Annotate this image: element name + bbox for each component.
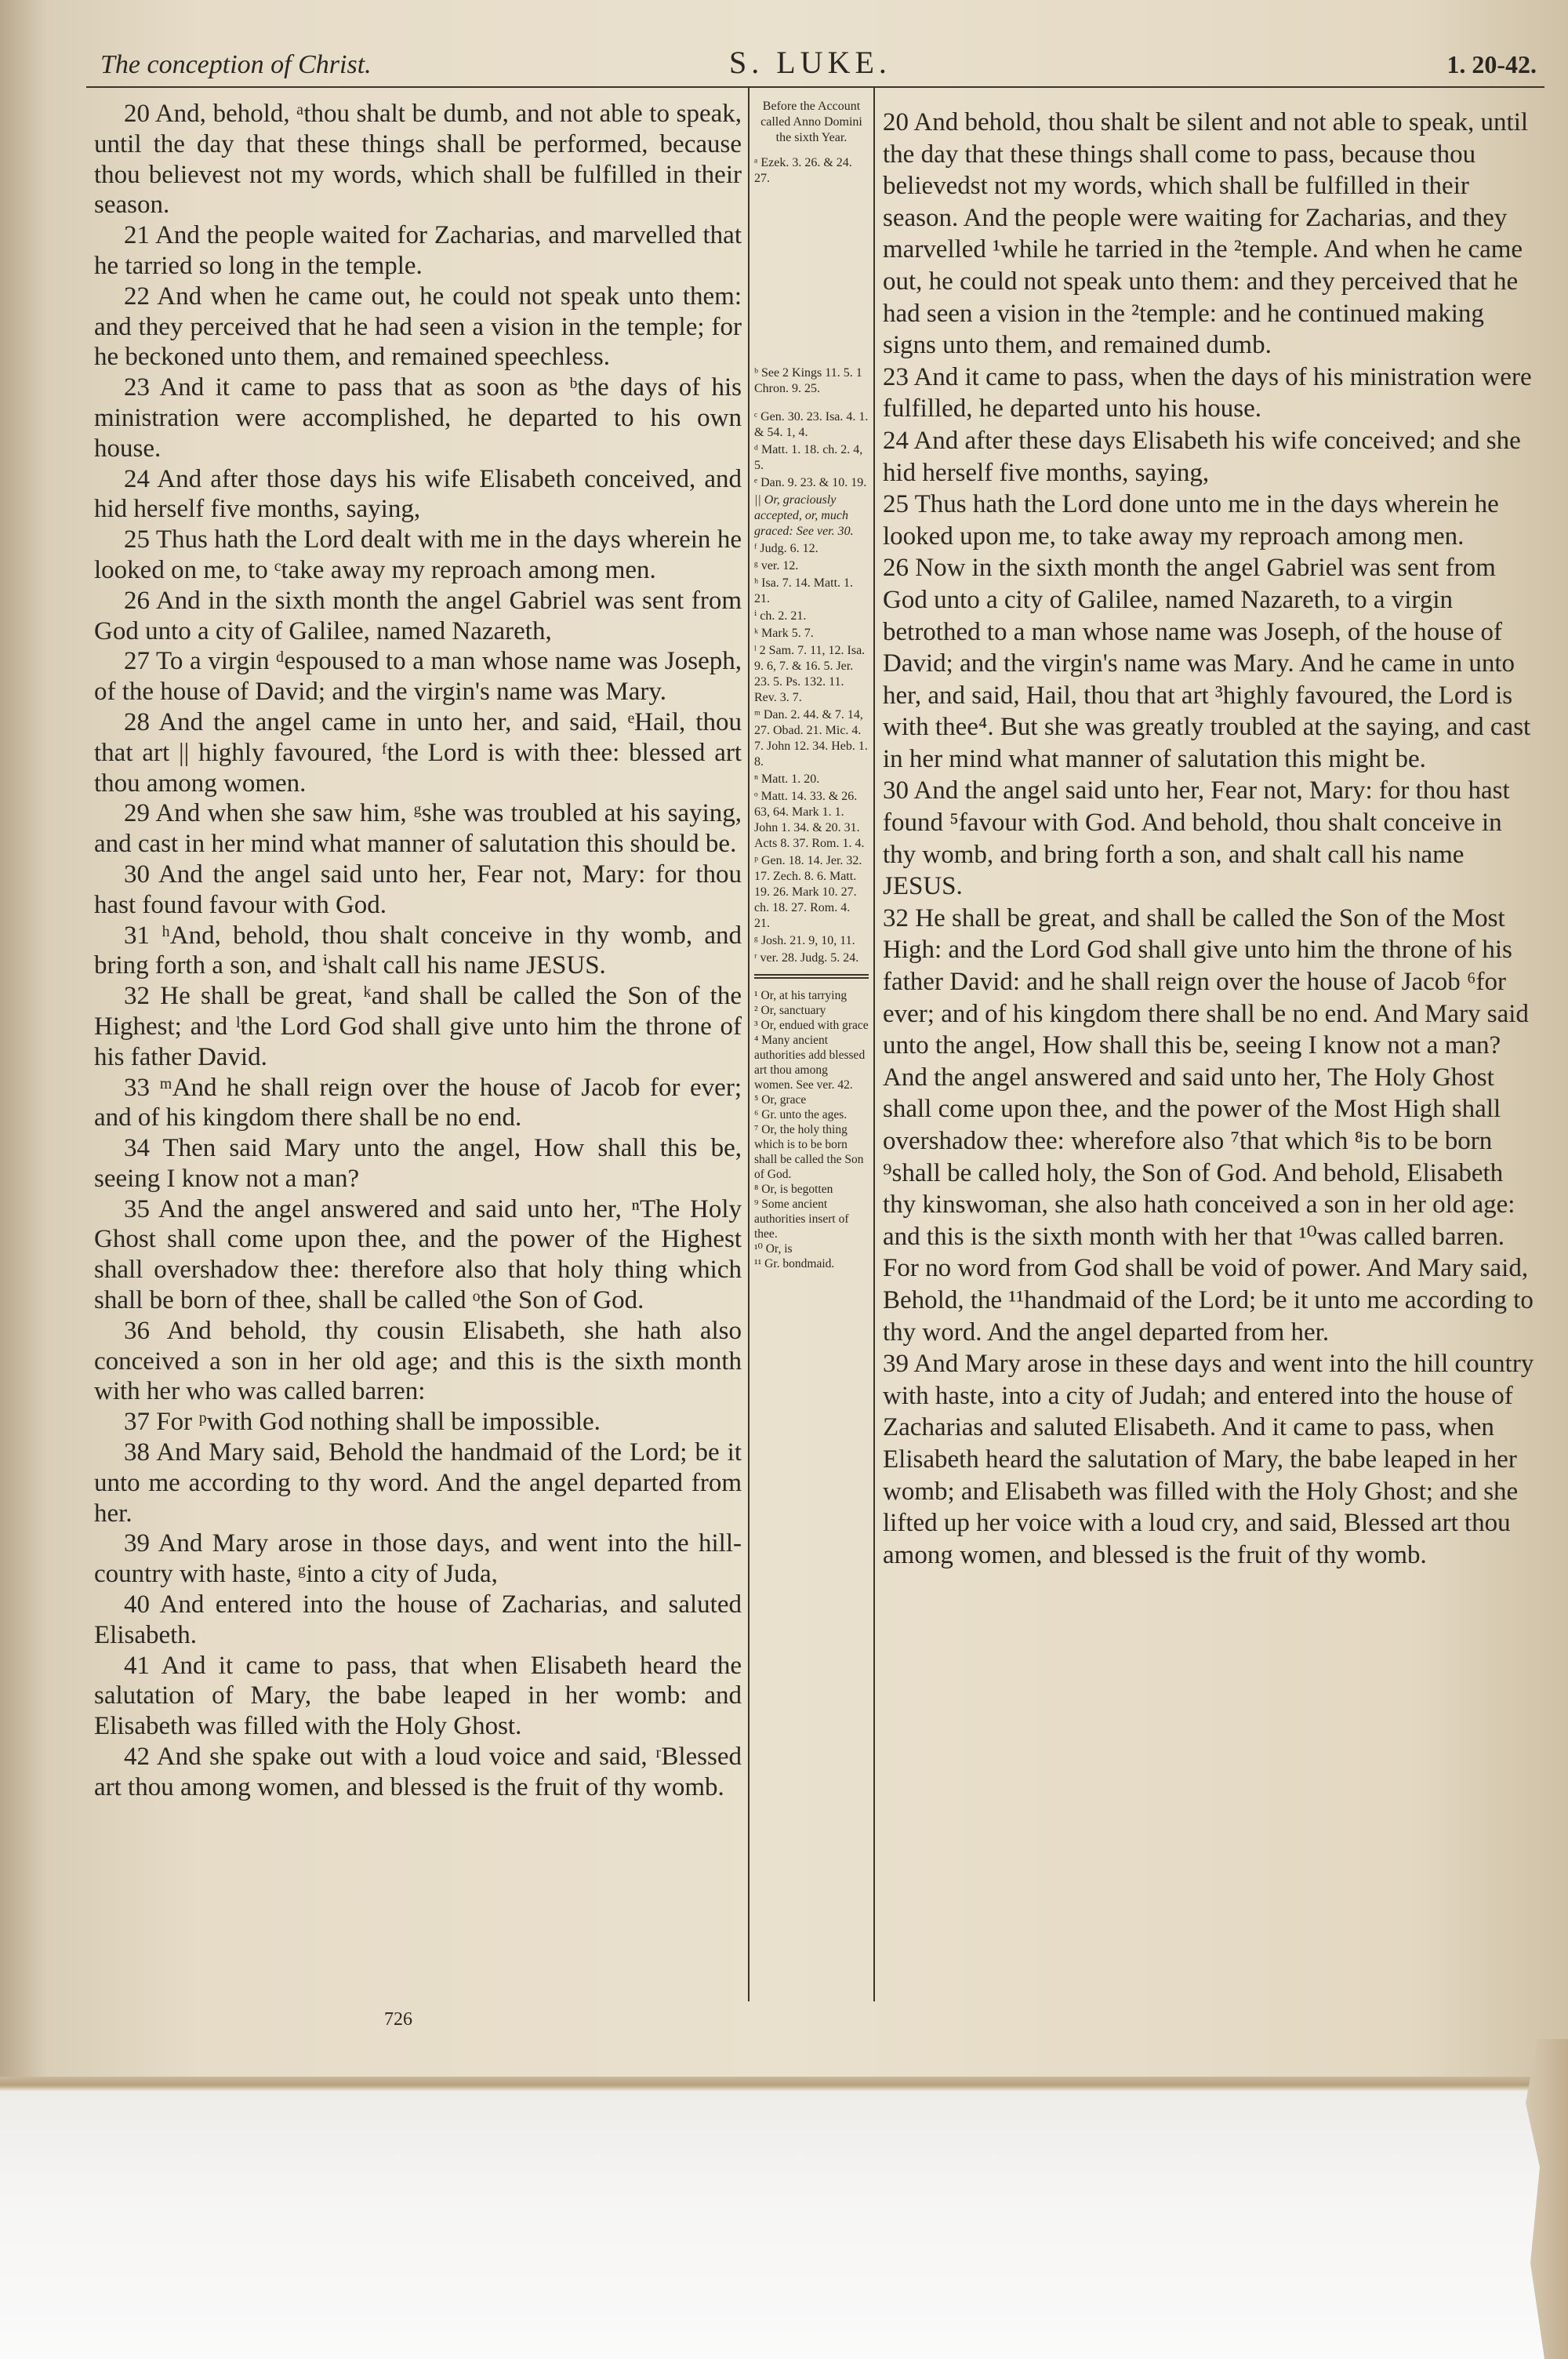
cross-reference: ᵏ Mark 5. 7.: [754, 627, 814, 640]
footnote: ¹⁰ Or, is: [754, 1242, 793, 1256]
cross-reference: || Or, graciously accepted, or, much graced: See ver. 30.: [754, 493, 854, 538]
verse: 21 And the people waited for Zacharias, and marvelled that he tarried so long in the temple.: [94, 221, 742, 280]
footnote: ⁵ Or, grace: [754, 1093, 807, 1107]
footnote: ⁸ Or, is begotten: [754, 1183, 833, 1196]
cross-reference: ⁿ Matt. 1. 20.: [754, 772, 820, 786]
cross-reference: ʳ ver. 28. Judg. 5. 24.: [754, 951, 859, 965]
verse: 42 And she spake out with a loud voice and said, ʳBlessed art thou among women, and blessed is the fruit of thy womb.: [94, 1743, 742, 1801]
verse-paragraph: 24 And after these days Elisabeth his wife conceived; and she hid herself five months, saying,: [883, 426, 1521, 487]
verse: 37 For ᵖwith God nothing shall be impossible.: [124, 1408, 601, 1437]
footnote: ⁷ Or, the holy thing which is to be born shall be called the Son of God.: [754, 1123, 864, 1181]
verse: 23 And it came to pass that as soon as ᵇthe days of his ministration were accomplished, he departed to his own house.: [94, 373, 742, 463]
verse: 28 And the angel came in unto her, and said, ᵉHail, thou that art || highly favoured, ᶠthe Lord is with thee: blessed art thou among women.: [94, 707, 742, 798]
verse: 27 To a virgin ᵈespoused to a man whose name was Joseph, of the house of David; and the virgin's name was Mary.: [94, 647, 742, 707]
verse-paragraph: 25 Thus hath the Lord done unto me in the days wherein he looked upon me, to take away my reproach among men.: [883, 490, 1499, 551]
verse: 38 And Mary said, Behold the handmaid of the Lord; be it unto me according to thy word. And the angel departed from her.: [94, 1438, 742, 1528]
verse: 25 Thus hath the Lord dealt with me in the days wherein he looked on me, to ᶜtake away my reproach among men.: [94, 525, 742, 584]
background-surface: [0, 2091, 1568, 2359]
cross-reference: ᵐ Dan. 2. 44. & 7. 14, 27. Obad. 21. Mic. 4. 7. John 12. 34. Heb. 1. 8.: [754, 708, 868, 769]
cross-reference: ᵍ ver. 12.: [754, 559, 799, 572]
verse: 20 And, behold, ᵃthou shalt be dumb, and not able to speak, until the day that these things shall be performed, because thou believest not my words, which shall be fulfilled in their season.: [94, 100, 742, 220]
cross-reference: ᵍ Josh. 21. 9, 10, 11.: [754, 934, 855, 947]
footnote: ² Or, sanctuary: [754, 1004, 826, 1017]
running-header: [0, 44, 1568, 91]
header-rule: [86, 86, 1544, 88]
verse-paragraph: 32 He shall be great, and shall be called the Son of the Most High: and the Lord God shall give unto him the throne of his father David: and he shall reign over the house of Jacob ⁶for ever; and of his kingdom there shall be no end. And Mary said unto the angel, How shall this be, seeing I know not a man? And the angel answered and said unto her, The Holy Ghost shall come upon thee, and the power of the Most High shall overshadow thee: wherefore also ⁷that which ⁸is to be born ⁹shall be called holy, the Son of God. And behold, Elisabeth thy kinswoman, she also hath conceived a son in her old age: and this is the sixth month with her that ¹⁰was called barren. For no word from God shall be void of power. And Mary said, Behold, the ¹¹handmaid of the Lord; be it unto me according to thy word. And the angel departed from her.: [883, 903, 1534, 1347]
verse-paragraph: 23 And it came to pass, when the days of his ministration were fulfilled, he departed unto his house.: [883, 362, 1532, 423]
verse: 30 And the angel said unto her, Fear not, Mary: for thou hast found favour with God.: [94, 860, 742, 919]
verse: 33 ᵐAnd he shall reign over the house of Jacob for ever; and of his kingdom there shall be no end.: [94, 1073, 742, 1132]
verse: 39 And Mary arose in those days, and went into the hill-country with haste, ᵍinto a city of Juda,: [94, 1529, 742, 1589]
footnote: ³ Or, endued with grace: [754, 1019, 869, 1032]
era-note: Before the Account called Anno Domini the sixth Year.: [760, 100, 862, 144]
column-divider-left: [748, 88, 750, 2001]
page-number: 726: [384, 2009, 412, 2030]
right-column-revised-version: [883, 107, 1538, 1571]
verse-paragraph: 30 And the angel said unto her, Fear not, Mary: for thou hast found ⁵favour with God. And behold, thou shalt conceive in thy womb, and bring forth a son, and shalt call his name JESUS.: [883, 776, 1510, 901]
footnote: ⁶ Gr. unto the ages.: [754, 1108, 848, 1121]
revised-version-notes: [754, 988, 869, 1271]
verse: 35 And the angel answered and said unto her, ⁿThe Holy Ghost shall come upon thee, and the power of the Highest shall overshadow thee: therefore also that holy thing which shall be born of thee, shall be called ᵒthe Son of God.: [94, 1194, 742, 1315]
footnote: ¹¹ Gr. bondmaid.: [754, 1257, 835, 1270]
column-divider-right: [873, 88, 875, 2001]
footnote: ⁴ Many ancient authorities add blessed art thou among women. See ver. 42.: [754, 1034, 866, 1092]
verse: 32 He shall be great, ᵏand shall be called the Son of the Highest; and ˡthe Lord God shall give unto him the throne of his father David.: [94, 982, 742, 1071]
verse: 24 And after those days his wife Elisabeth conceived, and hid herself five months, saying,: [94, 464, 742, 524]
verse: 34 Then said Mary unto the angel, How shall this be, seeing I know not a man?: [94, 1134, 742, 1193]
verse-paragraph: 39 And Mary arose in these days and went into the hill country with haste, into a city of Judah; and entered into the house of Zacharias and saluted Elisabeth. And it came to pass, when Elisabeth heard the salutation of Mary, the babe leaped in her womb; and Elisabeth was filled with the Holy Ghost; and she lifted up her voice with a loud cry, and said, Blessed art thou among women, and blessed is the fruit of thy womb.: [883, 1350, 1534, 1569]
cross-reference: ᶜ Gen. 30. 23. Isa. 4. 1. & 54. 1, 4.: [754, 410, 869, 439]
footnote: ⁹ Some ancient authorities insert of thee.: [754, 1198, 849, 1241]
verse: 41 And it came to pass, that when Elisabeth heard the salutation of Mary, the babe leaped in her womb: and Elisabeth was filled with the Holy Ghost.: [94, 1651, 742, 1741]
verse: 31 ʰAnd, behold, thou shalt conceive in thy womb, and bring forth a son, and ⁱshalt call his name JESUS.: [94, 921, 742, 980]
verse: 36 And behold, thy cousin Elisabeth, she hath also conceived a son in her old age; and this is the sixth month with her who was called barren:: [94, 1316, 742, 1406]
page-bottom-edge: [0, 2077, 1568, 2091]
cross-reference: ᵒ Matt. 14. 33. & 26. 63, 64. Mark 1. 1. John 1. 34. & 20. 31. Acts 8. 37. Rom. 1. 4.: [754, 790, 865, 850]
cross-reference: ⁱ ch. 2. 21.: [754, 609, 807, 623]
cross-reference: ˡ 2 Sam. 7. 11, 12. Isa. 9. 6, 7. & 16. 5. Jer. 23. 5. Ps. 132. 11. Rev. 3. 7.: [754, 644, 866, 704]
verse: 26 And in the sixth month the angel Gabriel was sent from God unto a city of Galilee, named Nazareth,: [94, 586, 742, 645]
left-column-authorized-version: [94, 99, 742, 1803]
cross-reference: ᵇ See 2 Kings 11. 5. 1 Chron. 9. 25.: [754, 366, 862, 395]
header-book-title: S. LUKE.: [729, 45, 891, 80]
notes-separator: [754, 974, 869, 979]
verse: 29 And when she saw him, ᵍshe was troubled at his saying, and cast in her mind what manner of salutation this should be.: [94, 799, 742, 859]
cross-reference: ᶠ Judg. 6. 12.: [754, 542, 818, 555]
verse: 40 And entered into the house of Zacharias, and saluted Elisabeth.: [94, 1590, 742, 1649]
cross-reference: ᵉ Dan. 9. 23. & 10. 19.: [754, 476, 867, 489]
verse-paragraph: 26 Now in the sixth month the angel Gabriel was sent from God unto a city of Galilee, named Nazareth, to a virgin betrothed to a man whose name was Joseph, of the house of David; and the virgin's name was Mary. And he came in unto her, and said, Hail, thou that art ³highly favoured, the Lord is with thee⁴. But she was greatly troubled at the saying, and cast in her mind what manner of salutation this might be.: [883, 554, 1531, 773]
cross-reference: ᵖ Gen. 18. 14. Jer. 32. 17. Zech. 8. 6. Matt. 19. 26. Mark 10. 27. ch. 18. 27. Rom. 4. 21.: [754, 854, 862, 930]
footnote: ¹ Or, at his tarrying: [754, 989, 848, 1002]
header-left-title: The conception of Christ.: [100, 50, 372, 79]
verse: 22 And when he came out, he could not speak unto them: and they perceived that he had seen a vision in the temple; for he beckoned unto them, and remained speechless.: [94, 282, 742, 372]
verse-paragraph: 20 And behold, thou shalt be silent and not able to speak, until the day that these things shall come to pass, because thou believedst not my words, which shall be fulfilled in their season. And the people were waiting for Zacharias, and they marvelled ¹while he tarried in the ²temple. And when he came out, he could not speak unto them: and they perceived that he had seen a vision in the ²temple: and he continued making signs unto them, and remained dumb.: [883, 108, 1529, 360]
cross-reference: ᵃ Ezek. 3. 26. & 24. 27.: [754, 156, 852, 185]
cross-reference: ʰ Isa. 7. 14. Matt. 1. 21.: [754, 576, 854, 605]
header-chapter-range: 1. 20-42.: [1446, 50, 1537, 78]
middle-reference-column: [754, 99, 869, 1271]
cross-reference: ᵈ Matt. 1. 18. ch. 2. 4, 5.: [754, 443, 863, 472]
